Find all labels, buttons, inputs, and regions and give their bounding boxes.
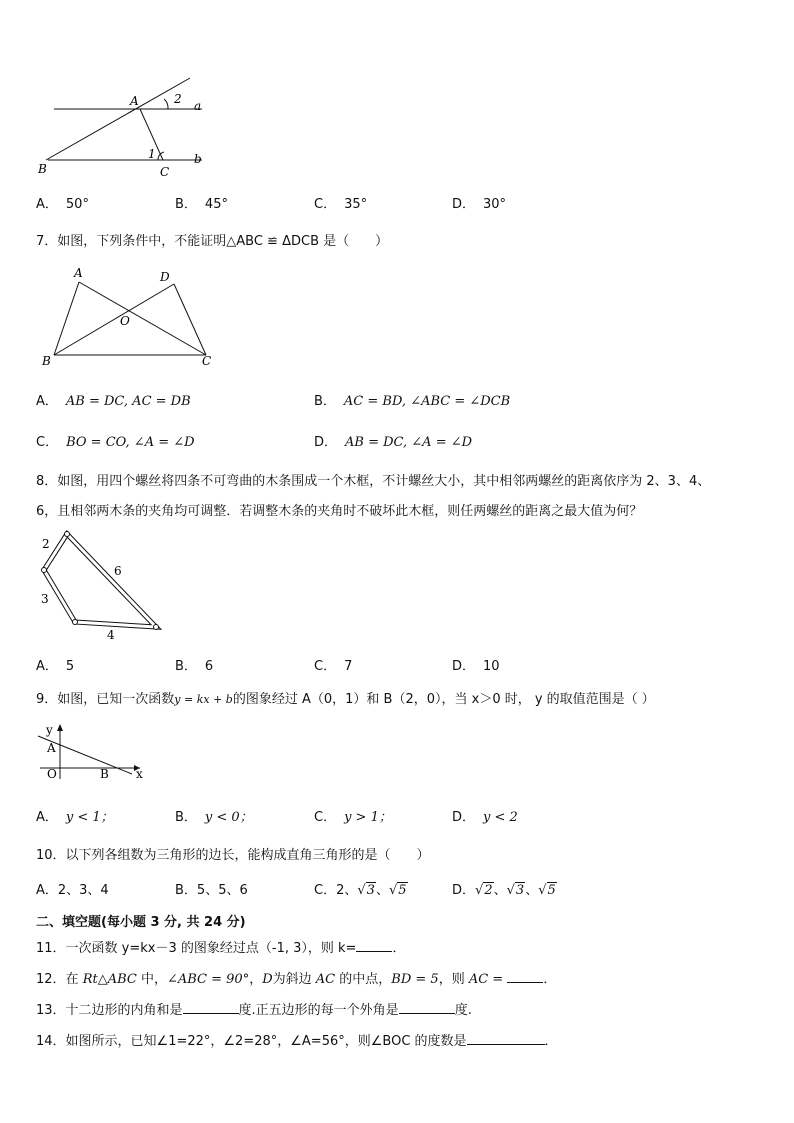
label-y: y (46, 723, 53, 737)
q6-option-a: A． 50° (36, 197, 89, 212)
q7-option-d: D． AB = DC, ∠A = ∠D (314, 435, 473, 450)
label-side-2: 2 (42, 537, 50, 551)
answer-blank[interactable] (356, 939, 392, 952)
label-D: D (160, 270, 170, 284)
q8-option-a: A． 5 (36, 659, 75, 674)
q7-option-b: B． AC = BD, ∠ABC = ∠DCB (314, 394, 511, 409)
label-a: a (194, 99, 202, 113)
label-A: A (47, 741, 56, 755)
q13: 13．十二边形的内角和是 度.正五边形的每一个外角是 度. (36, 1003, 472, 1018)
q6-option-d: D． 30° (452, 197, 507, 212)
q8-option-b: B． 6 (175, 659, 214, 674)
q7-option-a: A． AB = DC, AC = DB (36, 394, 191, 409)
q8-stem-line2: 6，且相邻两木条的夹角均可调整．若调整木条的夹角时不破坏此木框，则任两螺丝的距离之最大值为何？ (36, 504, 643, 519)
answer-blank[interactable] (507, 970, 543, 983)
figure-parallel-lines (30, 70, 220, 182)
label-B: B (38, 162, 47, 176)
sqrt-symbol: √5 (388, 883, 407, 898)
q12: 12．在 Rt△ABC 中，∠ABC = 90°，D为斜边 AC 的中点，BD = 5，则 AC = ． (36, 972, 557, 987)
sqrt-symbol: √3 (506, 883, 525, 898)
answer-blank[interactable] (399, 1001, 455, 1014)
q7-stem: 7．如图，下列条件中，不能证明△ABC ≌ ΔDCB 是（ ） (36, 234, 389, 249)
q9-stem: 9．如图，已知一次函数y = kx + b的图象经过 A（0，1）和 B（2，0），当 x＞0 时， y 的取值范围是（ ） (36, 692, 655, 707)
q11: 11．一次函数 y=kx－3 的图象经过点（-1, 3），则 k= ． (36, 941, 406, 956)
figure-linear-function (36, 722, 148, 782)
label-2: 2 (174, 92, 182, 106)
q8-option-d: D． 10 (452, 659, 500, 674)
section-heading: 二、填空题(每小题 3 分, 共 24 分) (36, 915, 246, 930)
sqrt-symbol: √2 (475, 883, 493, 898)
q6-option-c: C． 35° (314, 197, 368, 212)
label-C: C (160, 165, 170, 179)
label-B: B (100, 767, 109, 781)
label-B: B (42, 354, 51, 368)
label-1: 1 (148, 147, 156, 161)
figure-crossed-triangles (38, 262, 218, 370)
label-b: b (194, 152, 202, 166)
label-O: O (47, 767, 57, 781)
sqrt-symbol: √5 (538, 883, 556, 898)
q9-option-b: B． y < 0； (175, 810, 253, 825)
label-x: x (136, 767, 143, 781)
label-C: C (202, 354, 212, 368)
q8-option-c: C． 7 (314, 659, 353, 674)
answer-blank[interactable] (183, 1001, 239, 1014)
q14: 14．如图所示，已知∠1=22°，∠2=28°，∠A=56°，则∠BOC 的度数是 ． (36, 1034, 558, 1049)
q9-option-a: A． y < 1； (36, 810, 114, 825)
q6-option-b: B． 45° (175, 197, 228, 212)
q10-stem: 10．以下列各组数为三角形的边长，能构成直角三角形的是（ ） (36, 848, 430, 863)
figure-wooden-frame (36, 528, 166, 644)
label-side-3: 3 (41, 592, 49, 606)
q9-option-d: D． y < 2 (452, 810, 518, 825)
q7-option-c: C． BO = CO, ∠A = ∠D (36, 435, 195, 450)
answer-blank[interactable] (467, 1032, 545, 1045)
q10-option-c: C．2、√3、√5 (314, 883, 407, 898)
q10-option-d: D．√2、√3、√5 (452, 883, 556, 898)
q8-stem-line1: 8．如图，用四个螺丝将四条不可弯曲的木条围成一个木框，不计螺丝大小，其中相邻两螺丝的距离依序为 2、3、4、 (36, 474, 711, 489)
q10-option-b: B．5、5、6 (175, 883, 248, 898)
q9-option-c: C． y > 1； (314, 810, 392, 825)
label-O: O (120, 314, 130, 328)
sqrt-symbol: √3 (357, 883, 375, 898)
q10-option-a: A．2、3、4 (36, 883, 109, 898)
label-side-4: 4 (107, 628, 115, 642)
label-side-6: 6 (114, 564, 122, 578)
label-A: A (130, 94, 139, 108)
label-A: A (74, 266, 83, 280)
